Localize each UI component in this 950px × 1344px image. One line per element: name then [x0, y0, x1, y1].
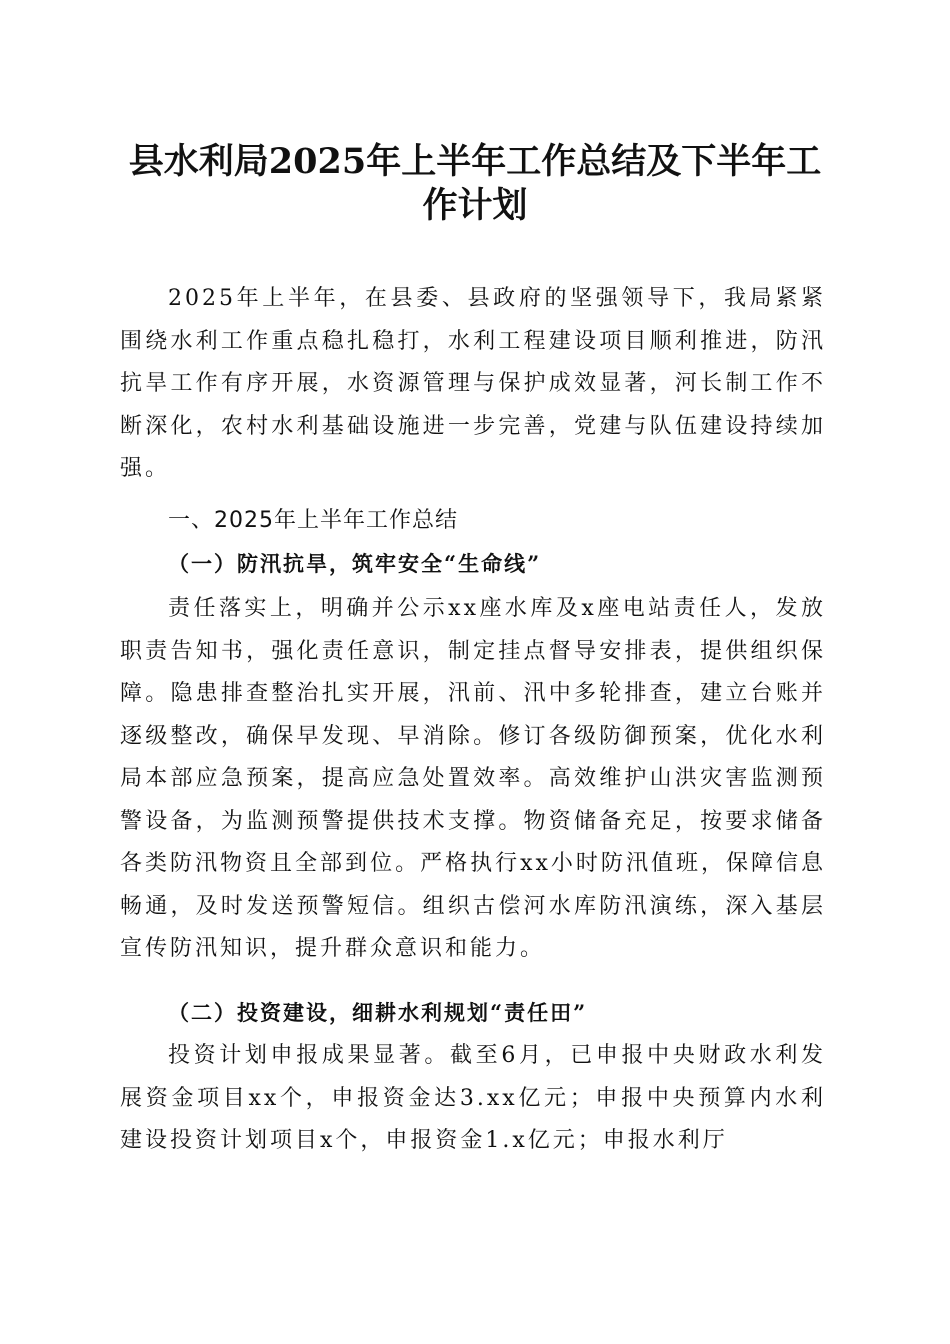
intro-paragraph: 2025年上半年，在县委、县政府的坚强领导下，我局紧紧围绕水利工作重点稳扎稳打，水利工程建设项目顺利推进，防汛抗旱工作有序开展，水资源管理与保护成效显著，河长制工作不断深化，农村水利基础设施进一步完善，党建与队伍建设持续加强。 [120, 286, 826, 481]
subsection-heading-1: （一）防汛抗旱，筑牢安全“生命线” [168, 551, 542, 576]
subsection-1-paragraph: 责任落实上，明确并公示xx座水库及x座电站责任人，发放职责告知书，强化责任意识，制定挂点督导安排表，提供组织保障。隐患排查整治扎实开展，汛前、汛中多轮排查，建立台账并逐级整改，确保早发现、早消除。修订各级防御预案，优化水利局本部应急预案，提高应急处置效率。高效维护山洪灾害监测预警设备，为监测预警提供技术支撑。物资储备充足，按要求储备各类防汛物资且全部到位。严格执行xx小时防汛值班，保障信息畅通，及时发送预警短信。组织古偿河水库防汛演练，深入基层宣传防汛知识，提升群众意识和能力。 [120, 596, 826, 961]
document-title: 县水利局2025年上半年工作总结及下半年工作计划 [128, 141, 822, 226]
subsection-2-paragraph: 投资计划申报成果显著。截至6月，已申报中央财政水利发展资金项目xx个，申报资金达3.xx亿元；申报中央预算内水利建设投资计划项目x个，申报资金1.x亿元；申报水利厅 [120, 1043, 826, 1153]
section-heading-1: 一、2025年上半年工作总结 [168, 508, 458, 533]
subsection-heading-2: （二）投资建设，细耕水利规划“责任田” [168, 1000, 588, 1025]
